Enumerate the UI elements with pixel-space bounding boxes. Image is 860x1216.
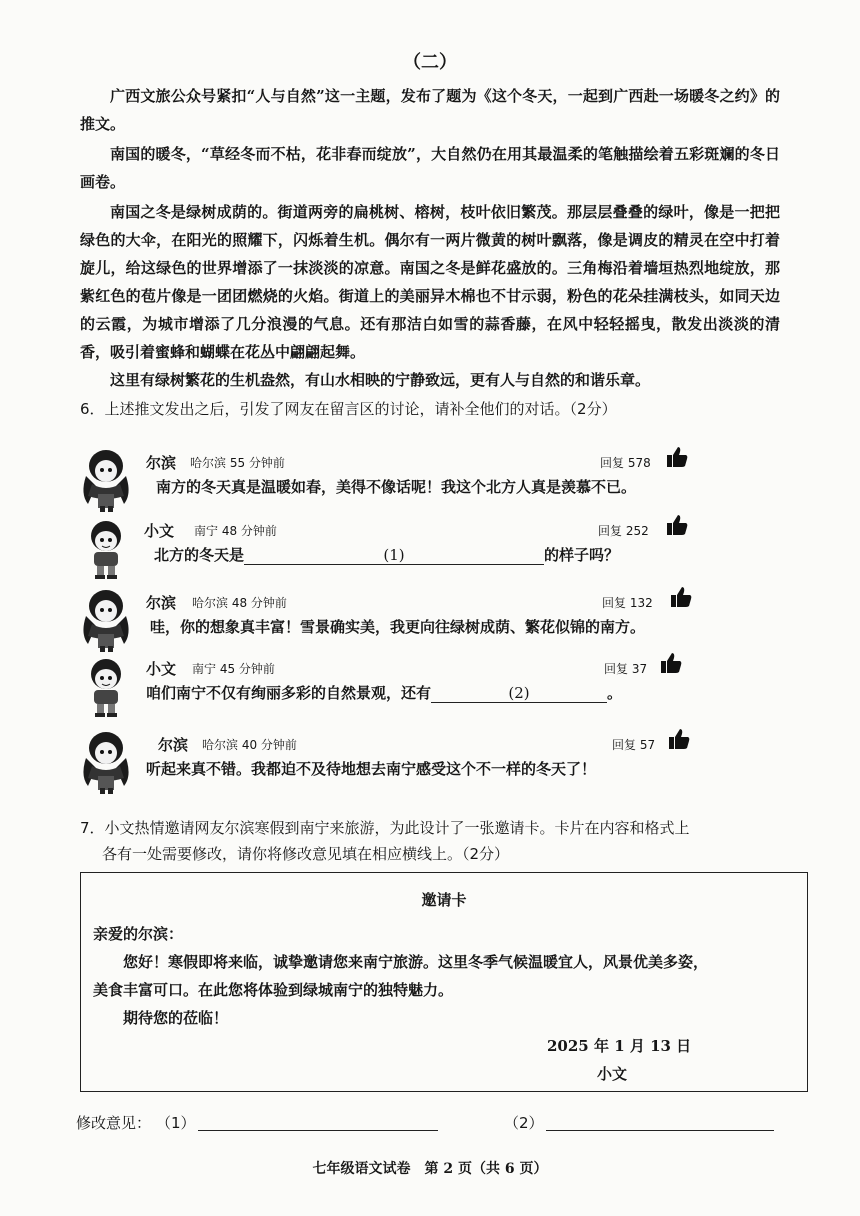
invitation-card — [80, 872, 808, 1092]
passage-intro: 广西文旅公众号紧扣“人与自然”这一主题，发布了题为《这个冬天，一起到广西赴一场暖冬之约》的推文。 — [80, 87, 780, 133]
revision-row — [76, 1110, 800, 1140]
card-closing: 期待您的莅临！ — [123, 1009, 229, 1027]
revision-label: 修改意见： — [76, 1114, 152, 1132]
card-date: 2025 年 1 月 13 日 — [547, 1037, 692, 1055]
commenter-name: 尔滨 — [146, 594, 177, 612]
comment-text-after: 。 — [607, 684, 623, 702]
passage-paragraph-1: 南国的暖冬，“草经冬而不枯，花非春而绽放”，大自然仍在用其最温柔的笔触描绘着五彩斑斓的冬日画卷。 — [80, 145, 780, 191]
commenter-name: 尔滨 — [158, 736, 189, 754]
boy-avatar-icon — [78, 652, 134, 718]
revision-blank-1[interactable] — [198, 1130, 438, 1131]
section-title: （二） — [403, 52, 457, 73]
comment-3 — [78, 586, 718, 656]
commenter-name: 小文 — [144, 522, 175, 540]
passage-paragraph-2: 南国之冬是绿树成荫的。街道两旁的扁桃树、榕树，枝叶依旧繁茂。那层层叠叠的绿叶，像是一把把绿色的大伞，在阳光的照耀下，闪烁着生机。偶尔有一两片微黄的树叶飘落，像是调皮的精灵在空中打着旋儿，给这绿色的世界增添了一抹淡淡的凉意。南国之冬是鲜花盛放的。三角梅沿着墙垣热烈地绽放，那紫红色的苞片像是一团团燃烧的火焰。街道上的美丽异木棉也不甘示弱，粉色的花朵挂满枝头，如同天边的云霞，为城市增添了几分浪漫的气息。还有那洁白如雪的蒜香藤，在风中轻轻摇曳，散发出淡淡的清香，吸引着蜜蜂和蝴蝶在花丛中翩翩起舞。 — [80, 203, 780, 361]
comment-text-before: 咱们南宁不仅有绚丽多彩的自然景观，还有 — [146, 684, 432, 702]
answer-blank-2[interactable]: (2) — [431, 684, 607, 703]
reply-count[interactable]: 回复 37 — [604, 662, 648, 676]
comment-text-after: 的样子吗？ — [544, 546, 620, 564]
comment-text: 南方的冬天真是温暖如春，美得不像话呢！我这个北方人真是羡慕不已。 — [156, 478, 637, 496]
question-6-stem: 6．上述推文发出之后，引发了网友在留言区的讨论，请补全他们的对话。（2分） — [80, 400, 617, 418]
reply-count[interactable]: 回复 252 — [598, 524, 649, 538]
comment-text — [154, 544, 619, 565]
comment-text — [146, 682, 622, 703]
comment-1 — [78, 446, 718, 516]
comment-2 — [78, 514, 718, 584]
comment-meta: 南宁 48 分钟前 — [194, 524, 277, 538]
comment-meta: 哈尔滨 40 分钟前 — [202, 738, 297, 752]
reply-count[interactable]: 回复 57 — [612, 738, 656, 752]
comment-meta: 哈尔滨 48 分钟前 — [192, 596, 287, 610]
thumbs-up-icon[interactable] — [666, 446, 688, 468]
page-footer: 七年级语文试卷 第 2 页（共 6 页） — [312, 1161, 548, 1177]
girl-avatar-icon — [78, 446, 134, 512]
question-7-line-1: 7．小文热情邀请网友尔滨寒假到南宁来旅游，为此设计了一张邀请卡。卡片在内容和格式上 — [80, 819, 690, 837]
commenter-name: 尔滨 — [146, 454, 177, 472]
girl-avatar-icon — [78, 586, 134, 652]
comment-text: 听起来真不错。我都迫不及待地想去南宁感受这个不一样的冬天了！ — [146, 760, 597, 778]
card-title: 邀请卡 — [421, 891, 467, 909]
comment-text-before: 北方的冬天是 — [154, 546, 245, 564]
comment-5 — [78, 728, 718, 798]
comment-text: 哇，你的想象真丰富！雪景确实美，我更向往绿树成荫、繁花似锦的南方。 — [150, 618, 646, 636]
card-salutation: 亲爱的尔滨： — [93, 925, 184, 943]
card-signature: 小文 — [597, 1065, 628, 1083]
answer-blank-1[interactable]: (1) — [244, 546, 544, 565]
thumbs-up-icon[interactable] — [670, 586, 692, 608]
thumbs-up-icon[interactable] — [668, 728, 690, 750]
commenter-name: 小文 — [146, 660, 177, 678]
girl-avatar-icon — [78, 728, 134, 794]
card-body-line-1: 您好！寒假即将来临，诚挚邀请您来南宁旅游。这里冬季气候温暖宜人，风景优美多姿， — [123, 953, 709, 971]
boy-avatar-icon — [78, 514, 134, 580]
thumbs-up-icon[interactable] — [666, 514, 688, 536]
passage-paragraph-3: 这里有绿树繁花的生机盎然，有山水相映的宁静致远，更有人与自然的和谐乐章。 — [110, 371, 651, 389]
thumbs-up-icon[interactable] — [660, 652, 682, 674]
reply-count[interactable]: 回复 132 — [602, 596, 653, 610]
card-body-line-2: 美食丰富可口。在此您将体验到绿城南宁的独特魅力。 — [93, 981, 454, 999]
comment-meta: 哈尔滨 55 分钟前 — [190, 456, 285, 470]
revision-blank-2[interactable] — [546, 1130, 774, 1131]
revision-number-2: （2） — [504, 1114, 544, 1132]
question-7-line-2: 各有一处需要修改，请你将修改意见填在相应横线上。（2分） — [102, 845, 510, 863]
comment-4 — [78, 652, 718, 722]
reply-count[interactable]: 回复 578 — [600, 456, 651, 470]
comment-meta: 南宁 45 分钟前 — [192, 662, 275, 676]
revision-number-1: （1） — [156, 1114, 196, 1132]
